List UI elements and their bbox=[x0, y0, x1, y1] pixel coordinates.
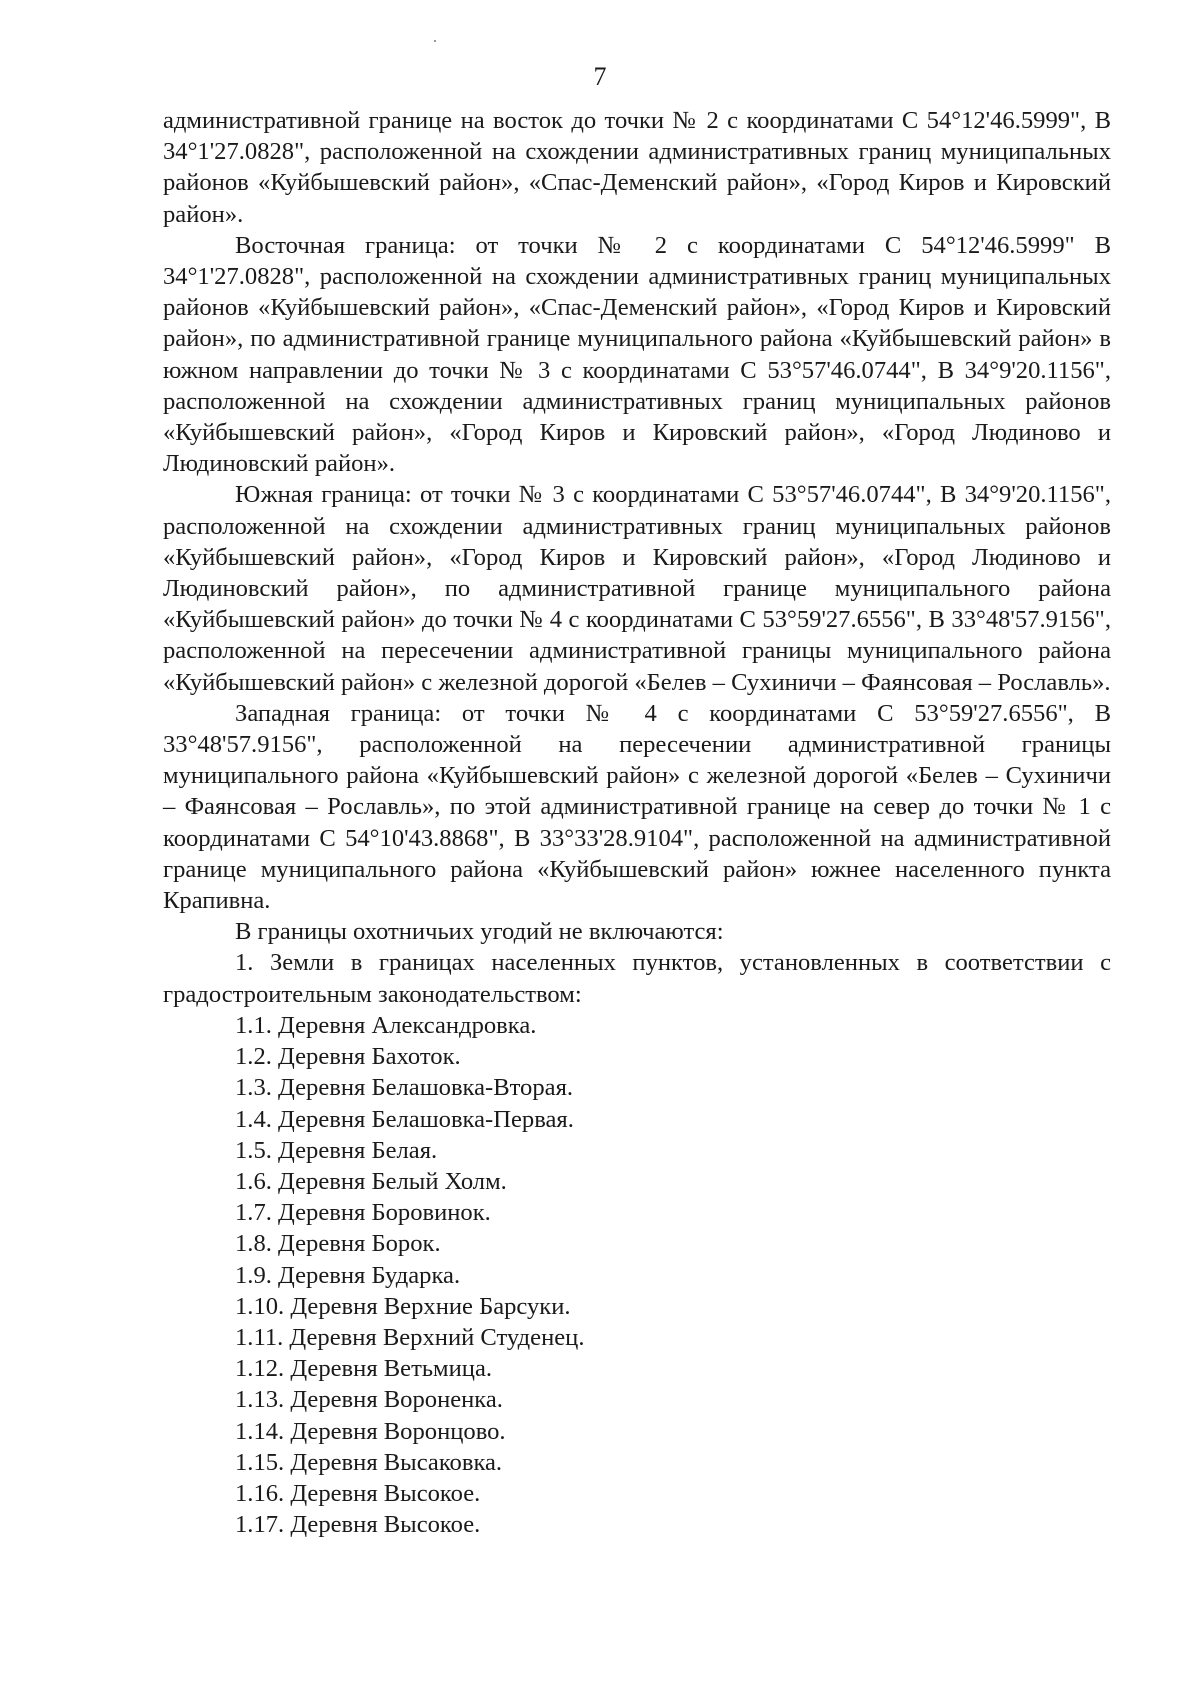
list-item: 1.8. Деревня Борок. bbox=[235, 1230, 441, 1258]
list-item: 1.10. Деревня Верхние Барсуки. bbox=[235, 1292, 571, 1320]
list-item: 1.9. Деревня Бударка. bbox=[235, 1261, 461, 1289]
list-item: 1.5. Деревня Белая. bbox=[235, 1136, 438, 1164]
list-item: 1.1. Деревня Александровка. bbox=[235, 1011, 537, 1039]
paragraph-exclusions-intro: В границы охотничьих угодий не включаются: bbox=[235, 918, 724, 946]
list-item: 1.7. Деревня Боровинок. bbox=[235, 1199, 491, 1227]
list-item: 1.6. Деревня Белый Холм. bbox=[235, 1167, 507, 1195]
page-number: 7 bbox=[593, 62, 607, 91]
paragraph-exclusion-settlements: 1. Земли в границах населенных пунктов, установленных в соответствии с градостроительным законодательством: bbox=[163, 949, 1111, 1008]
list-item: 1.13. Деревня Вороненка. bbox=[235, 1386, 503, 1414]
settlement-list bbox=[163, 1010, 1111, 1540]
document-body bbox=[163, 105, 1111, 1540]
paragraph-boundary-continuation: административной границе на восток до точки № 2 с координатами С 54°12'46.5999", В 34°1'27.0828", расположенной на схождении административных границ муниципальных районов «Куйбышевский район», «Спас-Деменский район», «Город Киров и Кировский район». bbox=[163, 107, 1111, 228]
paragraph-eastern-boundary: Восточная граница: от точки № 2 с координатами С 54°12'46.5999" В 34°1'27.0828", расположенной на схождении административных границ муниципальных районов «Куйбышевский район», «Спас-Деменский район», «Город Киров и Кировский район», по административной границе муниципального района «Куйбышевский район» в южном направлении до точки № 3 с координатами С 53°57'46.0744", В 34°9'20.1156", расположенной на схождении административных границ муниципальных районов «Куйбышевский район», «Город Киров и Кировский район», «Город Людиново и Людиновский район». bbox=[163, 231, 1111, 478]
list-item: 1.3. Деревня Белашовка-Вторая. bbox=[235, 1074, 574, 1102]
list-item: 1.17. Деревня Высокое. bbox=[235, 1511, 481, 1539]
list-item: 1.16. Деревня Высокое. bbox=[235, 1479, 481, 1507]
list-item: 1.4. Деревня Белашовка-Первая. bbox=[235, 1105, 574, 1133]
list-item: 1.12. Деревня Ветьмица. bbox=[235, 1355, 493, 1383]
list-item: 1.11. Деревня Верхний Студенец. bbox=[235, 1323, 585, 1351]
list-item: 1.14. Деревня Воронцово. bbox=[235, 1417, 506, 1445]
paragraph-southern-boundary: Южная граница: от точки № 3 с координатами С 53°57'46.0744", В 34°9'20.1156", расположенной на схождении административных границ муниципальных районов «Куйбышевский район», «Город Киров и Кировский район», «Город Людиново и Людиновский район», по административной границе муниципального района «Куйбышевский район» до точки № 4 с координатами С 53°59'27.6556", В 33°48'57.9156", расположенной на пересечении административной границы муниципального района «Куйбышевский район» с железной дорогой «Белев – Сухиничи – Фаянсовая – Рославль». bbox=[163, 481, 1111, 696]
list-item: 1.15. Деревня Высаковка. bbox=[235, 1448, 503, 1476]
scan-speck bbox=[434, 40, 436, 42]
list-item: 1.2. Деревня Бахоток. bbox=[235, 1043, 461, 1071]
paragraph-western-boundary: Западная граница: от точки № 4 с координатами С 53°59'27.6556", В 33°48'57.9156", расположенной на пересечении административной границы муниципального района «Куйбышевский район» с железной дорогой «Белев – Сухиничи – Фаянсовая – Рославль», по этой административной границе на север до точки № 1 с координатами С 54°10'43.8868", В 33°33'28.9104", расположенной на административной границе муниципального района «Куйбышевский район» южнее населенного пункта Крапивна. bbox=[163, 699, 1111, 915]
